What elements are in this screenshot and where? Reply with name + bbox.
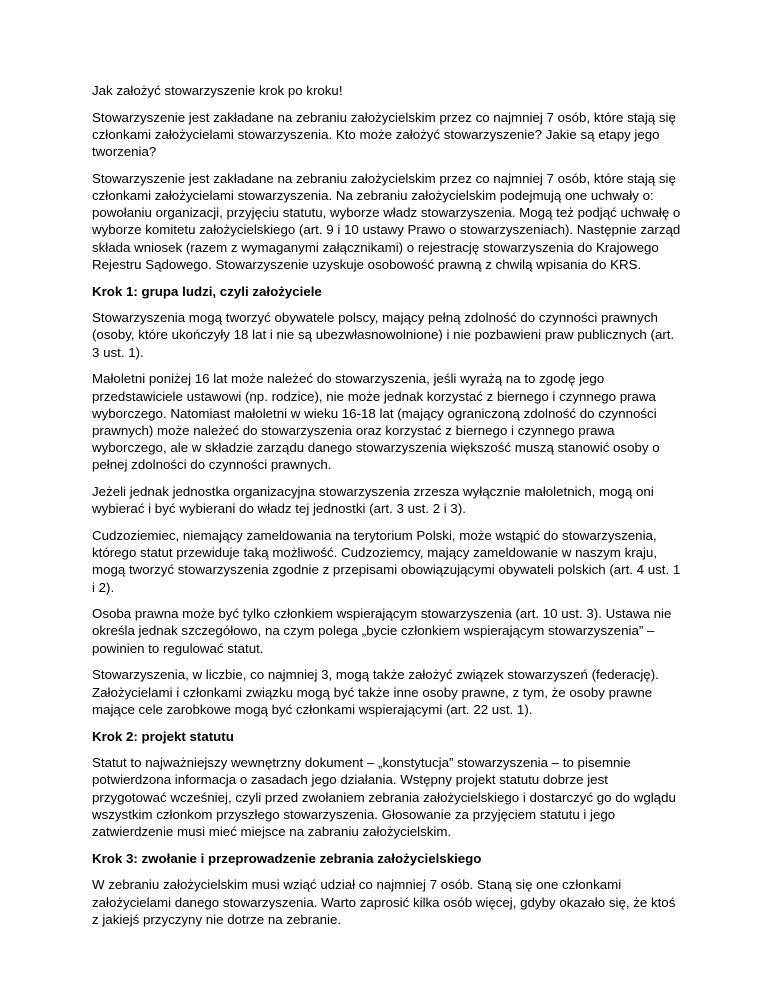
step1-paragraph: Osoba prawna może być tylko członkiem wspierającym stowarzyszenia (art. 10 ust. 3). Ustawa nie określa jednak szczegółowo, na czym polega „bycie członkiem wspierającym stowarzyszenia” – powinien to regulować statut.: [92, 606, 672, 656]
intro-paragraph: Stowarzyszenie jest zakładane na zebraniu założycielskim przez co najmniej 7 osób, które stają się członkami założycielami stowarzyszenia. Kto może założyć stowarzyszenie? Jakie są etapy jego tworzenia?: [92, 109, 676, 160]
step1-paragraph: Cudzoziemiec, niemający zameldowania na terytorium Polski, może wstąpić do stowarzyszenia, którego statut przewiduje taką możliwość. Cudzoziemcy, mający zameldowanie w naszym kraju, mogą tworzyć stowarzyszenia zgodnie z przepisami obowiązującymi obywateli polskich (art. 4 ust. 1 i 2).: [92, 527, 681, 595]
step1-heading: Krok 1: grupa ludzi, czyli założyciele: [92, 283, 322, 299]
step1-paragraph: Stowarzyszenia mogą tworzyć obywatele polscy, mający pełną zdolność do czynności prawnych (osoby, które ukończyły 18 lat i nie są ubezwłasnowolnione) i nie pozbawieni praw publicznych (art. 3 ust. 1).: [92, 310, 675, 360]
summary-paragraph: Stowarzyszenie jest zakładane na zebraniu założycielskim przez co najmniej 7 osób, które stają się członkami założycielami stowarzyszenia. Na zebraniu założycielskim podejmują one uchwały o: powołaniu organizacji, przyjęciu statutu, wyborze władz stowarzyszenia. Mogą też podjąć uchwałę o wyborze komitetu założycielskiego (art. 9 i 10 ustawy Prawo o stowarzyszeniach). Następnie zarząd składa wniosek (razem z wymaganymi załącznikami) o rejestrację stowarzyszenia do Krajowego Rejestru Sądowego. Stowarzyszenie uzyskuje osobowość prawną z chwilą wpisania do KRS.: [92, 170, 681, 272]
step2-heading: Krok 2: projekt statutu: [92, 728, 234, 744]
document-title-line: Jak założyć stowarzyszenie krok po kroku!: [92, 83, 343, 98]
step3-heading: Krok 3: zwołanie i przeprowadzenie zebrania założycielskiego: [92, 850, 482, 866]
step1-paragraph: Stowarzyszenia, w liczbie, co najmniej 3, mogą także założyć związek stowarzyszeń (federację). Założycielami i członkami związku mogą być także inne osoby prawne, z tym, że osoby prawne mające cele zarobkowe mogą być członkami wspierającymi (art. 22 ust. 1).: [92, 667, 659, 717]
step3-paragraph: W zebraniu założycielskim musi wziąć udział co najmniej 7 osób. Staną się one członkami założycielami danego stowarzyszenia. Warto zaprosić kilka osób więcej, gdyby okazało się, że ktoś z jakiejś przyczyny nie dotrze na zebranie.: [92, 877, 676, 927]
document-page: [92, 82, 682, 938]
step1-paragraph: Jeżeli jednak jednostka organizacyjna stowarzyszenia zrzesza wyłącznie małoletnich, mogą oni wybierać i być wybierani do władz tej jednostki (art. 3 ust. 2 i 3).: [92, 484, 654, 517]
step2-paragraph: Statut to najważniejszy wewnętrzny dokument – „konstytucja” stowarzyszenia – to pisemnie potwierdzona informacja o zasadach jego działania. Wstępny projekt statutu dobrze jest przygotować wcześniej, czyli przed zwołaniem zebrania założycielskiego i dostarczyć go do wglądu wszystkim członkom przyszłego stowarzyszenia. Głosowanie za przyjęciem statutu i jego zatwierdzenie musi mieć miejsce na zabraniu założycielskim.: [92, 755, 676, 840]
step1-paragraph: Małoletni poniżej 16 lat może należeć do stowarzyszenia, jeśli wyrażą na to zgodę jego przedstawiciele ustawowi (np. rodzice), nie może jednak korzystać z biernego i czynnego prawa wyborczego. Natomiast małoletni w wieku 16-18 lat (mający ograniczoną zdolność do czynności prawnych) może należeć do stowarzyszenia oraz korzystać z biernego i czynnego prawa wyborczego, ale w składzie zarządu danego stowarzyszenia większość muszą stanowić osoby o pełnej zdolności do czynności prawnych.: [92, 371, 660, 473]
